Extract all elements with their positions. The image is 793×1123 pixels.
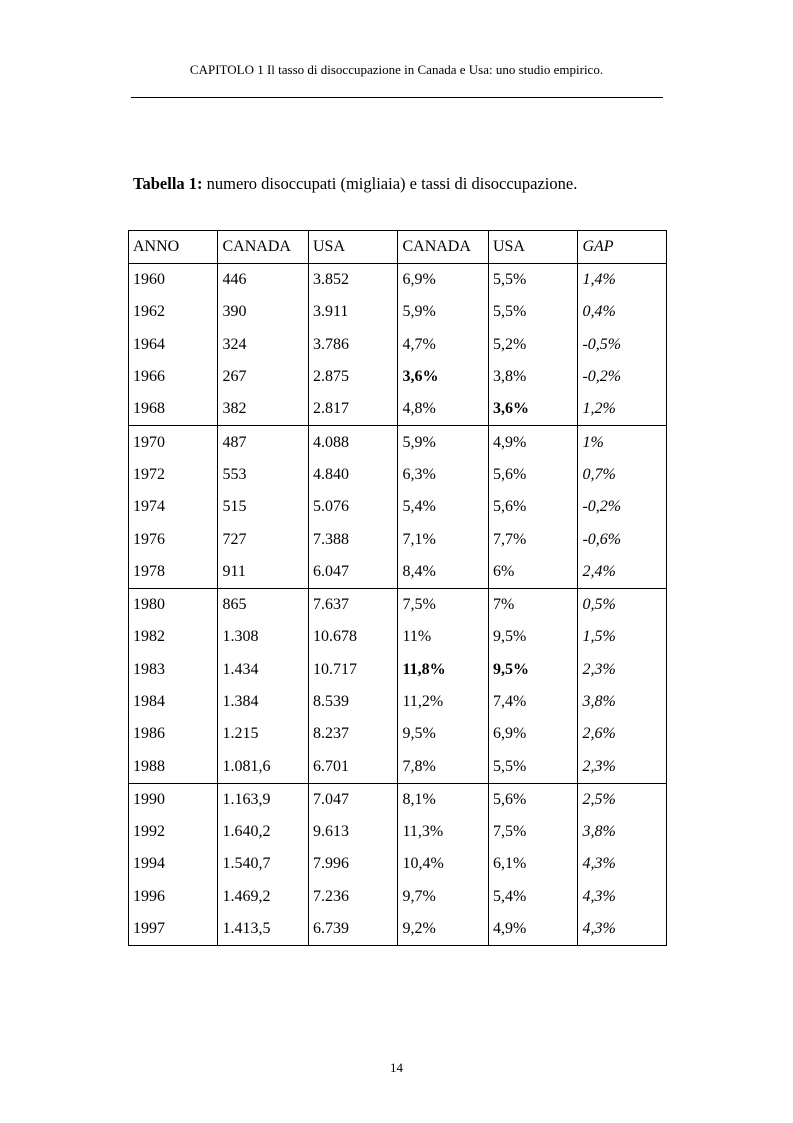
table-row xyxy=(129,329,667,361)
cell-canada-rate: 11% xyxy=(398,621,489,653)
cell-year: 1994 xyxy=(129,848,218,880)
cell-usa-count: 7.996 xyxy=(308,848,397,880)
table-row xyxy=(129,393,667,426)
table-row xyxy=(129,426,667,459)
cell-gap: 0,7% xyxy=(578,459,667,491)
cell-usa-count: 5.076 xyxy=(308,491,397,523)
cell-year: 1996 xyxy=(129,881,218,913)
cell-usa-rate: 5,5% xyxy=(488,750,577,783)
cell-year: 1960 xyxy=(129,264,218,297)
cell-usa-rate: 6,1% xyxy=(488,848,577,880)
cell-canada-count: 1.413,5 xyxy=(218,913,309,946)
cell-gap: -0,2% xyxy=(578,491,667,523)
cell-canada-rate: 7,5% xyxy=(398,588,489,621)
col-header-usa-rate: USA xyxy=(488,231,577,264)
cell-canada-count: 911 xyxy=(218,556,309,589)
cell-year: 1990 xyxy=(129,783,218,816)
cell-usa-rate: 3,8% xyxy=(488,361,577,393)
header-rule xyxy=(131,97,663,98)
cell-usa-count: 7.047 xyxy=(308,783,397,816)
cell-usa-rate-min: 3,6% xyxy=(488,393,577,426)
cell-canada-rate: 4,8% xyxy=(398,393,489,426)
cell-usa-rate: 5,5% xyxy=(488,296,577,328)
cell-canada-count: 324 xyxy=(218,329,309,361)
cell-usa-rate: 7,4% xyxy=(488,686,577,718)
cell-usa-count: 3.911 xyxy=(308,296,397,328)
cell-year: 1962 xyxy=(129,296,218,328)
cell-canada-count: 1.469,2 xyxy=(218,881,309,913)
cell-canada-rate: 11,3% xyxy=(398,816,489,848)
cell-canada-count: 1.308 xyxy=(218,621,309,653)
cell-year: 1983 xyxy=(129,654,218,686)
cell-canada-count: 727 xyxy=(218,523,309,555)
cell-year: 1970 xyxy=(129,426,218,459)
table-row xyxy=(129,491,667,523)
cell-year: 1976 xyxy=(129,523,218,555)
cell-usa-rate: 6,9% xyxy=(488,718,577,750)
cell-usa-count: 9.613 xyxy=(308,816,397,848)
table-row xyxy=(129,848,667,880)
cell-gap: 4,3% xyxy=(578,881,667,913)
table-row xyxy=(129,523,667,555)
cell-gap: -0,6% xyxy=(578,523,667,555)
cell-canada-rate: 9,2% xyxy=(398,913,489,946)
cell-year: 1997 xyxy=(129,913,218,946)
cell-canada-count: 390 xyxy=(218,296,309,328)
cell-canada-rate: 5,4% xyxy=(398,491,489,523)
cell-gap: 3,8% xyxy=(578,686,667,718)
table-row xyxy=(129,361,667,393)
cell-canada-count: 1.081,6 xyxy=(218,750,309,783)
col-header-canada-rate: CANADA xyxy=(398,231,489,264)
cell-usa-rate: 5,2% xyxy=(488,329,577,361)
cell-usa-count: 7.236 xyxy=(308,881,397,913)
cell-canada-count: 1.215 xyxy=(218,718,309,750)
cell-canada-count: 1.163,9 xyxy=(218,783,309,816)
table-row xyxy=(129,556,667,589)
cell-canada-count: 267 xyxy=(218,361,309,393)
cell-canada-rate: 6,9% xyxy=(398,264,489,297)
cell-gap: 2,4% xyxy=(578,556,667,589)
unemployment-table xyxy=(128,230,667,946)
cell-gap: -0,5% xyxy=(578,329,667,361)
table-header xyxy=(129,231,667,264)
cell-canada-rate-max: 11,8% xyxy=(398,654,489,686)
cell-canada-count: 515 xyxy=(218,491,309,523)
cell-canada-count: 1.640,2 xyxy=(218,816,309,848)
table-group-1990s xyxy=(129,783,667,945)
cell-usa-rate: 5,6% xyxy=(488,783,577,816)
cell-usa-count: 8.539 xyxy=(308,686,397,718)
cell-canada-rate: 7,8% xyxy=(398,750,489,783)
cell-canada-rate: 9,7% xyxy=(398,881,489,913)
table-row xyxy=(129,783,667,816)
table-row xyxy=(129,816,667,848)
cell-year: 1966 xyxy=(129,361,218,393)
cell-usa-rate: 4,9% xyxy=(488,913,577,946)
col-header-anno: ANNO xyxy=(129,231,218,264)
header-row xyxy=(129,231,667,264)
cell-gap: 4,3% xyxy=(578,913,667,946)
cell-usa-count: 8.237 xyxy=(308,718,397,750)
cell-canada-count: 553 xyxy=(218,459,309,491)
cell-canada-rate: 10,4% xyxy=(398,848,489,880)
cell-gap: 0,5% xyxy=(578,588,667,621)
cell-year: 1992 xyxy=(129,816,218,848)
cell-usa-rate: 7,5% xyxy=(488,816,577,848)
cell-gap: 4,3% xyxy=(578,848,667,880)
cell-canada-count: 865 xyxy=(218,588,309,621)
cell-canada-count: 1.540,7 xyxy=(218,848,309,880)
table-row xyxy=(129,621,667,653)
col-header-canada-count: CANADA xyxy=(218,231,309,264)
table-group-1970s xyxy=(129,426,667,588)
cell-canada-count: 1.384 xyxy=(218,686,309,718)
cell-canada-rate-min: 3,6% xyxy=(398,361,489,393)
cell-canada-count: 382 xyxy=(218,393,309,426)
cell-gap: 0,4% xyxy=(578,296,667,328)
cell-usa-count: 7.388 xyxy=(308,523,397,555)
table-row xyxy=(129,296,667,328)
cell-usa-count: 6.701 xyxy=(308,750,397,783)
table-row xyxy=(129,718,667,750)
cell-usa-rate: 6% xyxy=(488,556,577,589)
table-row xyxy=(129,459,667,491)
running-header: CAPITOLO 1 Il tasso di disoccupazione in Canada e Usa: uno studio empirico. xyxy=(189,62,604,77)
cell-usa-count: 3.852 xyxy=(308,264,397,297)
cell-usa-count: 2.875 xyxy=(308,361,397,393)
cell-gap: 2,6% xyxy=(578,718,667,750)
cell-usa-rate: 9,5% xyxy=(488,621,577,653)
cell-usa-count: 2.817 xyxy=(308,393,397,426)
caption-label: Tabella 1: xyxy=(133,174,203,193)
cell-gap: 2,3% xyxy=(578,654,667,686)
table-row xyxy=(129,750,667,783)
cell-canada-rate: 8,1% xyxy=(398,783,489,816)
cell-usa-count: 10.717 xyxy=(308,654,397,686)
cell-usa-rate: 5,6% xyxy=(488,491,577,523)
cell-canada-rate: 11,2% xyxy=(398,686,489,718)
cell-usa-count: 4.088 xyxy=(308,426,397,459)
table-caption xyxy=(133,174,577,194)
caption-text: numero disoccupati (migliaia) e tassi di disoccupazione. xyxy=(202,174,578,193)
cell-year: 1984 xyxy=(129,686,218,718)
cell-canada-rate: 7,1% xyxy=(398,523,489,555)
cell-gap: 2,5% xyxy=(578,783,667,816)
table-row xyxy=(129,588,667,621)
cell-usa-count: 6.739 xyxy=(308,913,397,946)
cell-usa-count: 3.786 xyxy=(308,329,397,361)
col-header-gap: GAP xyxy=(578,231,667,264)
cell-usa-rate: 5,4% xyxy=(488,881,577,913)
cell-year: 1988 xyxy=(129,750,218,783)
cell-usa-rate: 4,9% xyxy=(488,426,577,459)
cell-canada-rate: 5,9% xyxy=(398,426,489,459)
cell-year: 1964 xyxy=(129,329,218,361)
table-row xyxy=(129,686,667,718)
cell-year: 1980 xyxy=(129,588,218,621)
table-row xyxy=(129,264,667,297)
cell-gap: 1,5% xyxy=(578,621,667,653)
cell-usa-count: 10.678 xyxy=(308,621,397,653)
cell-canada-rate: 4,7% xyxy=(398,329,489,361)
cell-usa-count: 4.840 xyxy=(308,459,397,491)
table-group-1960s xyxy=(129,264,667,426)
page-number: 14 xyxy=(390,1060,403,1075)
cell-usa-rate-max: 9,5% xyxy=(488,654,577,686)
cell-gap: 1,4% xyxy=(578,264,667,297)
cell-canada-rate: 5,9% xyxy=(398,296,489,328)
cell-usa-rate: 5,6% xyxy=(488,459,577,491)
cell-year: 1974 xyxy=(129,491,218,523)
cell-year: 1972 xyxy=(129,459,218,491)
cell-gap: -0,2% xyxy=(578,361,667,393)
cell-usa-rate: 5,5% xyxy=(488,264,577,297)
cell-canada-count: 446 xyxy=(218,264,309,297)
table-group-1980s xyxy=(129,588,667,783)
table-row xyxy=(129,881,667,913)
cell-year: 1978 xyxy=(129,556,218,589)
table-row xyxy=(129,654,667,686)
cell-usa-rate: 7,7% xyxy=(488,523,577,555)
cell-usa-count: 6.047 xyxy=(308,556,397,589)
cell-canada-rate: 8,4% xyxy=(398,556,489,589)
cell-canada-rate: 9,5% xyxy=(398,718,489,750)
cell-usa-count: 7.637 xyxy=(308,588,397,621)
cell-year: 1982 xyxy=(129,621,218,653)
cell-canada-count: 487 xyxy=(218,426,309,459)
cell-year: 1986 xyxy=(129,718,218,750)
col-header-usa-count: USA xyxy=(308,231,397,264)
table-row xyxy=(129,913,667,946)
cell-usa-rate: 7% xyxy=(488,588,577,621)
cell-gap: 3,8% xyxy=(578,816,667,848)
cell-gap: 1,2% xyxy=(578,393,667,426)
cell-canada-count: 1.434 xyxy=(218,654,309,686)
cell-year: 1968 xyxy=(129,393,218,426)
cell-canada-rate: 6,3% xyxy=(398,459,489,491)
cell-gap: 1% xyxy=(578,426,667,459)
cell-gap: 2,3% xyxy=(578,750,667,783)
